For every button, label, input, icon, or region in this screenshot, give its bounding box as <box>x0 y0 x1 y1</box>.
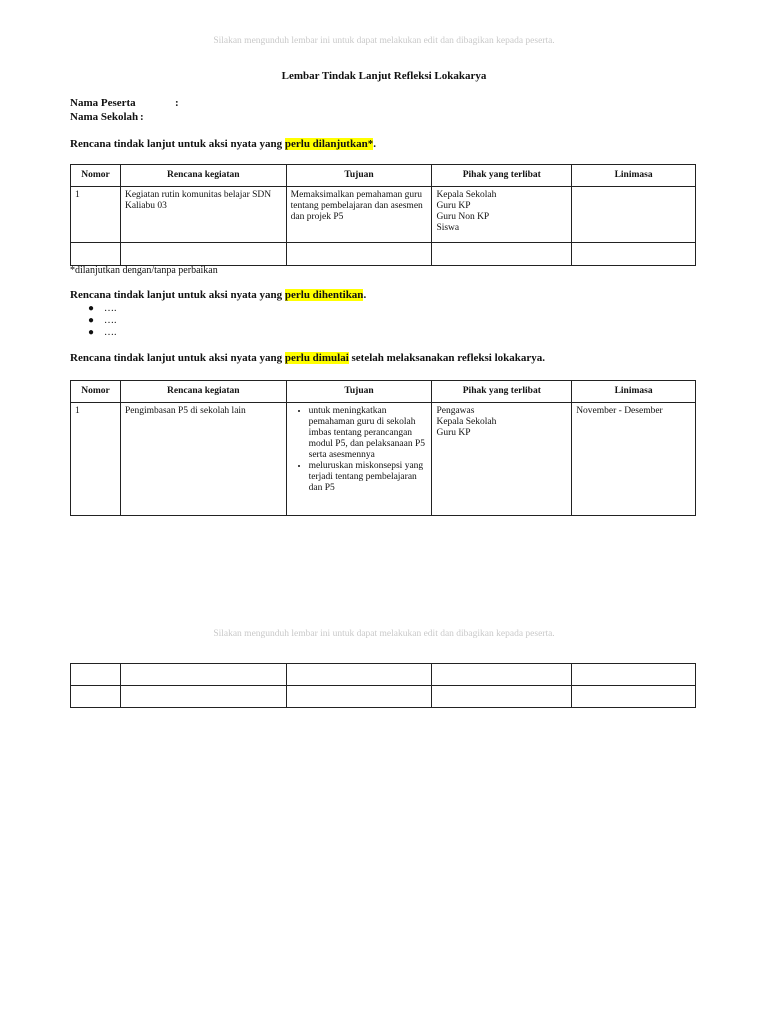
pihak-item: Siswa <box>436 223 460 233</box>
heading-suffix: . <box>363 289 367 301</box>
heading-highlight: perlu dilanjutkan* <box>284 138 374 150</box>
list-item: • meluruskan miskonsepsi yang terjadi tentang pembelajaran dan P5 <box>309 461 428 494</box>
header-nomor: Nomor <box>71 165 121 187</box>
footnote: *dilanjutkan dengan/tanpa perbaikan <box>70 265 218 276</box>
cell-empty <box>120 664 286 686</box>
watermark-top: Silakan mengunduh lembar ini untuk dapat melakukan edit dan dibagikan kepada peserta. <box>213 36 555 46</box>
cell-empty <box>432 243 572 266</box>
heading-suffix: . <box>373 138 376 150</box>
pihak-item: Pengawas <box>436 406 475 416</box>
heading-text: Rencana tindak lanjut untuk aksi nyata yang <box>70 289 285 301</box>
watermark-bottom: Silakan mengunduh lembar ini untuk dapat melakukan edit dan dibagikan kepada peserta. <box>213 629 555 639</box>
tujuan-list <box>291 406 428 494</box>
header-kegiatan: Rencana kegiatan <box>120 381 286 403</box>
cell-empty <box>286 686 432 708</box>
bullet-icon: ● <box>88 315 95 326</box>
table-row-empty <box>71 686 696 708</box>
table-row-empty <box>71 664 696 686</box>
field-nama-sekolah <box>70 111 144 123</box>
bullet-icon: ● <box>88 327 95 338</box>
cell-empty <box>432 686 572 708</box>
heading-text: Rencana tindak lanjut untuk aksi nyata yang <box>70 138 285 150</box>
list-item <box>88 303 117 315</box>
pihak-item: Guru KP <box>436 428 471 438</box>
document-title: Lembar Tindak Lanjut Refleksi Lokakarya <box>281 70 487 82</box>
table-row <box>71 187 696 243</box>
header-pihak: Pihak yang terlibat <box>432 381 572 403</box>
cell-kegiatan: Kegiatan rutin komunitas belajar SDN Kaliabu 03 <box>120 187 286 243</box>
cell-linimasa <box>572 187 696 243</box>
cell-empty <box>572 664 696 686</box>
heading-highlight: perlu dihentikan <box>284 289 364 301</box>
table-start <box>70 380 696 516</box>
cell-empty <box>71 686 121 708</box>
section-heading-start <box>70 352 545 364</box>
header-nomor: Nomor <box>71 381 121 403</box>
cell-empty <box>120 686 286 708</box>
list-item <box>88 315 117 327</box>
pihak-item: Guru Non KP <box>436 212 490 222</box>
list-item-text: …. <box>104 327 117 338</box>
cell-empty <box>432 664 572 686</box>
cell-empty <box>71 243 121 266</box>
cell-linimasa: November - Desember <box>572 403 696 516</box>
table-continue <box>70 164 696 266</box>
cell-empty <box>71 664 121 686</box>
header-pihak: Pihak yang terlibat <box>432 165 572 187</box>
pihak-item: Kepala Sekolah <box>436 190 497 200</box>
table-header-row <box>71 381 696 403</box>
header-kegiatan: Rencana kegiatan <box>120 165 286 187</box>
list-item: • untuk meningkatkan pemahaman guru di sekolah imbas tentang perancangan modul P5, dan pelaksanaan P5 serta asesmennya <box>309 406 428 461</box>
header-tujuan: Tujuan <box>286 165 432 187</box>
section-heading-stop <box>70 289 366 301</box>
field-colon: : <box>175 97 179 109</box>
cell-tujuan: Memaksimalkan pemahaman guru tentang pembelajaran dan asesmen dan projek P5 <box>286 187 432 243</box>
field-label: Nama Peserta <box>70 97 136 109</box>
cell-empty <box>572 243 696 266</box>
field-colon: : <box>140 111 144 123</box>
cell-empty <box>286 243 432 266</box>
cell-tujuan <box>286 403 432 516</box>
cell-empty <box>572 686 696 708</box>
table-header-row <box>71 165 696 187</box>
cell-kegiatan: Pengimbasan P5 di sekolah lain <box>120 403 286 516</box>
cell-empty <box>286 664 432 686</box>
cell-pihak <box>432 403 572 516</box>
pihak-item: Guru KP <box>436 201 471 211</box>
heading-highlight: perlu dimulai <box>284 352 349 364</box>
stop-list <box>88 303 117 339</box>
cell-nomor: 1 <box>71 187 121 243</box>
table-row <box>71 403 696 516</box>
header-tujuan: Tujuan <box>286 381 432 403</box>
table-page2-continuation <box>70 663 696 708</box>
heading-suffix: setelah melaksanakan refleksi lokakarya. <box>348 352 546 364</box>
list-item <box>88 327 117 339</box>
field-label: Nama Sekolah <box>70 111 139 123</box>
header-linimasa: Linimasa <box>572 165 696 187</box>
table-row-empty <box>71 243 696 266</box>
header-linimasa: Linimasa <box>572 381 696 403</box>
pihak-item: Kepala Sekolah <box>436 417 497 427</box>
bullet-icon: ● <box>88 303 95 314</box>
cell-nomor: 1 <box>71 403 121 516</box>
list-item-text: …. <box>104 315 117 326</box>
cell-pihak <box>432 187 572 243</box>
section-heading-continue <box>70 138 376 150</box>
list-item-text: …. <box>104 303 117 314</box>
cell-empty <box>120 243 286 266</box>
field-nama-peserta <box>70 97 179 109</box>
heading-text: Rencana tindak lanjut untuk aksi nyata yang <box>70 352 285 364</box>
